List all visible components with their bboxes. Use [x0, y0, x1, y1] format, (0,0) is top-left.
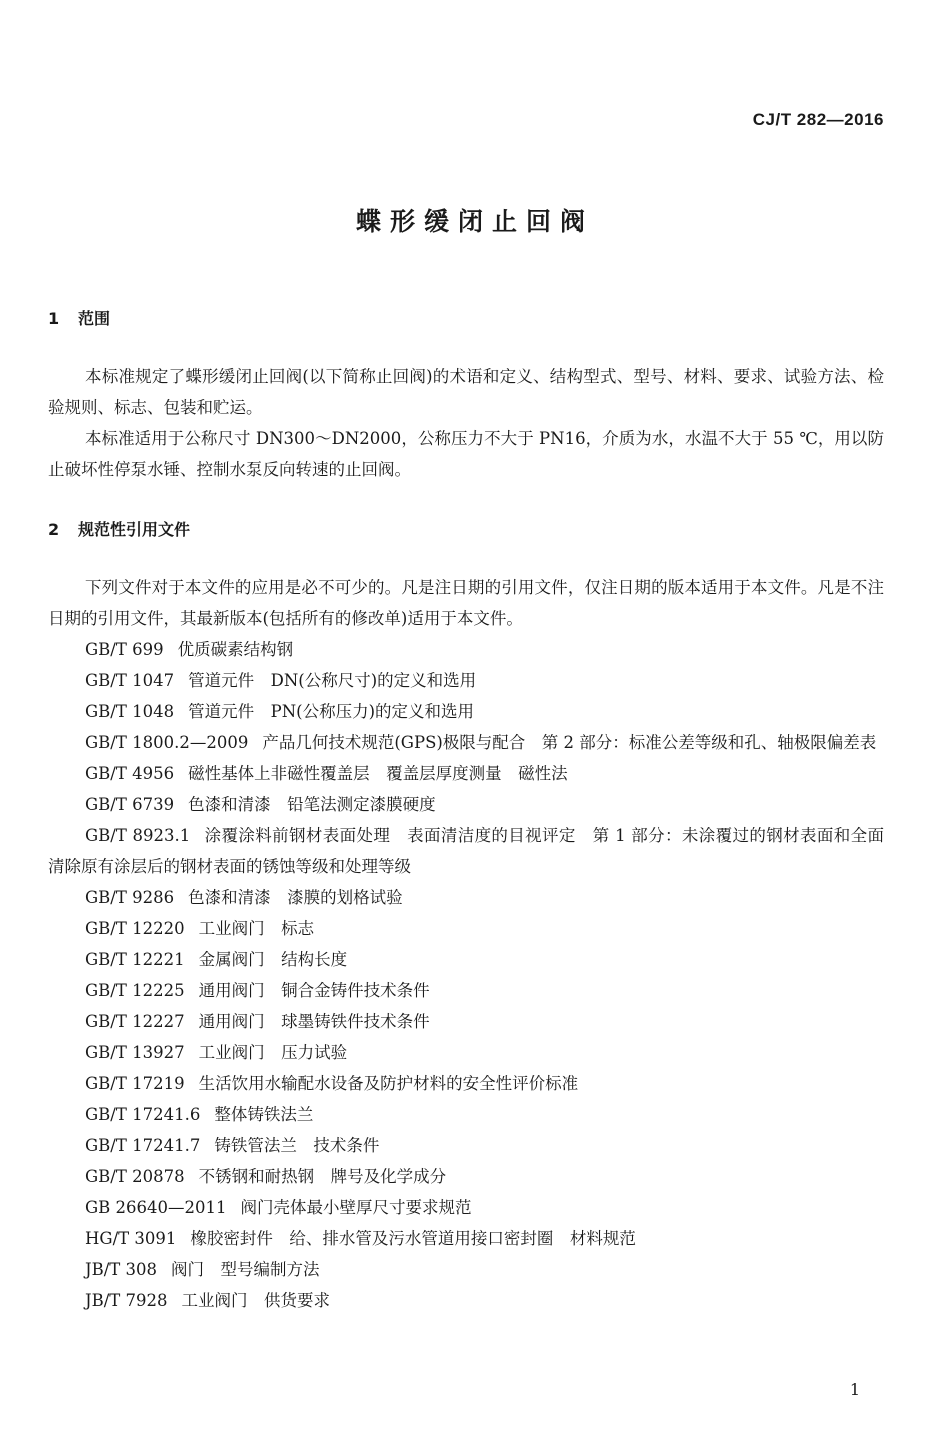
reference-title: 色漆和清漆 漆膜的划格试验 — [188, 888, 403, 907]
reference-title: 金属阀门 结构长度 — [198, 950, 348, 969]
reference-code: JB/T 7928 — [85, 1291, 168, 1310]
reference-title: 管道元件 DN(公称尺寸)的定义和选用 — [188, 671, 477, 690]
section-2-body — [48, 572, 884, 1316]
reference-item — [48, 1192, 884, 1223]
reference-list — [48, 634, 884, 1316]
reference-item — [48, 1161, 884, 1192]
reference-title: 通用阀门 铜合金铸件技术条件 — [198, 981, 430, 1000]
reference-code: GB/T 12227 — [85, 1012, 185, 1031]
reference-item — [48, 975, 884, 1006]
reference-title: 产品几何技术规范(GPS)极限与配合 第 2 部分：标准公差等级和孔、轴极限偏差表 — [262, 733, 877, 752]
reference-code: GB/T 12221 — [85, 950, 185, 969]
reference-code: GB/T 12225 — [85, 981, 185, 1000]
reference-title: 色漆和清漆 铅笔法测定漆膜硬度 — [188, 795, 436, 814]
reference-code: GB/T 12220 — [85, 919, 185, 938]
reference-code: HG/T 3091 — [85, 1229, 177, 1248]
references-intro: 下列文件对于本文件的应用是必不可少的。凡是注日期的引用文件，仅注日期的版本适用于本文件。凡是不注日期的引用文件，其最新版本(包括所有的修改单)适用于本文件。 — [48, 578, 884, 628]
reference-title: 优质碳素结构钢 — [177, 640, 294, 659]
reference-item — [48, 820, 884, 882]
reference-title: 管道元件 PN(公称压力)的定义和选用 — [188, 702, 475, 721]
reference-title: 整体铸铁法兰 — [214, 1105, 314, 1124]
scope-paragraph-1: 本标准规定了蝶形缓闭止回阀(以下简称止回阀)的术语和定义、结构型式、型号、材料、要求、试验方法、检验规则、标志、包装和贮运。 — [48, 367, 884, 417]
section-number: 1 — [48, 309, 60, 328]
reference-title: 通用阀门 球墨铸铁件技术条件 — [198, 1012, 430, 1031]
reference-title: 橡胶密封件 给、排水管及污水管道用接口密封圈 材料规范 — [190, 1229, 636, 1248]
reference-title: 工业阀门 标志 — [198, 919, 315, 938]
reference-code: GB/T 9286 — [85, 888, 175, 907]
reference-code: GB 26640—2011 — [85, 1198, 227, 1217]
reference-code: GB/T 1800.2—2009 — [85, 733, 249, 752]
reference-item — [48, 1037, 884, 1068]
reference-item — [48, 944, 884, 975]
section-1-body — [48, 361, 884, 485]
reference-item — [48, 1130, 884, 1161]
reference-code: GB/T 20878 — [85, 1167, 185, 1186]
reference-code: GB/T 17219 — [85, 1074, 185, 1093]
reference-item — [48, 1099, 884, 1130]
reference-item — [48, 1006, 884, 1037]
reference-title: 阀门壳体最小壁厚尺寸要求规范 — [240, 1198, 472, 1217]
page-number: 1 — [849, 1380, 860, 1399]
reference-code: GB/T 6739 — [85, 795, 175, 814]
reference-title: 工业阀门 供货要求 — [181, 1291, 331, 1310]
reference-item — [48, 634, 884, 665]
reference-item — [48, 1223, 884, 1254]
reference-code: JB/T 308 — [85, 1260, 158, 1279]
reference-item — [48, 913, 884, 944]
reference-title: 磁性基体上非磁性覆盖层 覆盖层厚度测量 磁性法 — [188, 764, 568, 783]
section-title: 范围 — [78, 309, 111, 328]
reference-code: GB/T 13927 — [85, 1043, 185, 1062]
reference-item — [48, 882, 884, 913]
section-number: 2 — [48, 520, 60, 539]
reference-title: 阀门 型号编制方法 — [171, 1260, 320, 1279]
reference-code: GB/T 4956 — [85, 764, 175, 783]
reference-code: GB/T 17241.7 — [85, 1136, 201, 1155]
section-title: 规范性引用文件 — [78, 520, 191, 539]
reference-item — [48, 727, 884, 758]
reference-code: GB/T 17241.6 — [85, 1105, 201, 1124]
reference-item — [48, 696, 884, 727]
reference-title: 不锈钢和耐热钢 牌号及化学成分 — [198, 1167, 447, 1186]
document-title: 蝶形缓闭止回阀 — [355, 207, 594, 236]
reference-title: 工业阀门 压力试验 — [198, 1043, 348, 1062]
reference-code: GB/T 1048 — [85, 702, 175, 721]
reference-title: 铸铁管法兰 技术条件 — [214, 1136, 380, 1155]
reference-item — [48, 1285, 884, 1316]
reference-item — [48, 665, 884, 696]
reference-item — [48, 1254, 884, 1285]
section-1-heading — [48, 306, 110, 329]
section-2-heading — [48, 517, 190, 540]
reference-code: GB/T 699 — [85, 640, 164, 659]
reference-code: GB/T 1047 — [85, 671, 175, 690]
reference-item — [48, 1068, 884, 1099]
reference-title: 涂覆涂料前钢材表面处理 表面清洁度的目视评定 第 1 部分：未涂覆过的钢材表面和全面清除原有涂层后的钢材表面的锈蚀等级和处理等级 — [48, 826, 884, 876]
reference-title: 生活饮用水输配水设备及防护材料的安全性评价标准 — [198, 1074, 579, 1093]
scope-paragraph-2: 本标准适用于公称尺寸 DN300～DN2000，公称压力不大于 PN16，介质为水，水温不大于 55 ℃，用以防止破坏性停泵水锤、控制水泵反向转速的止回阀。 — [48, 429, 884, 479]
reference-item — [48, 789, 884, 820]
reference-item — [48, 758, 884, 789]
standard-code: CJ/T 282—2016 — [752, 110, 884, 129]
reference-code: GB/T 8923.1 — [85, 826, 191, 845]
